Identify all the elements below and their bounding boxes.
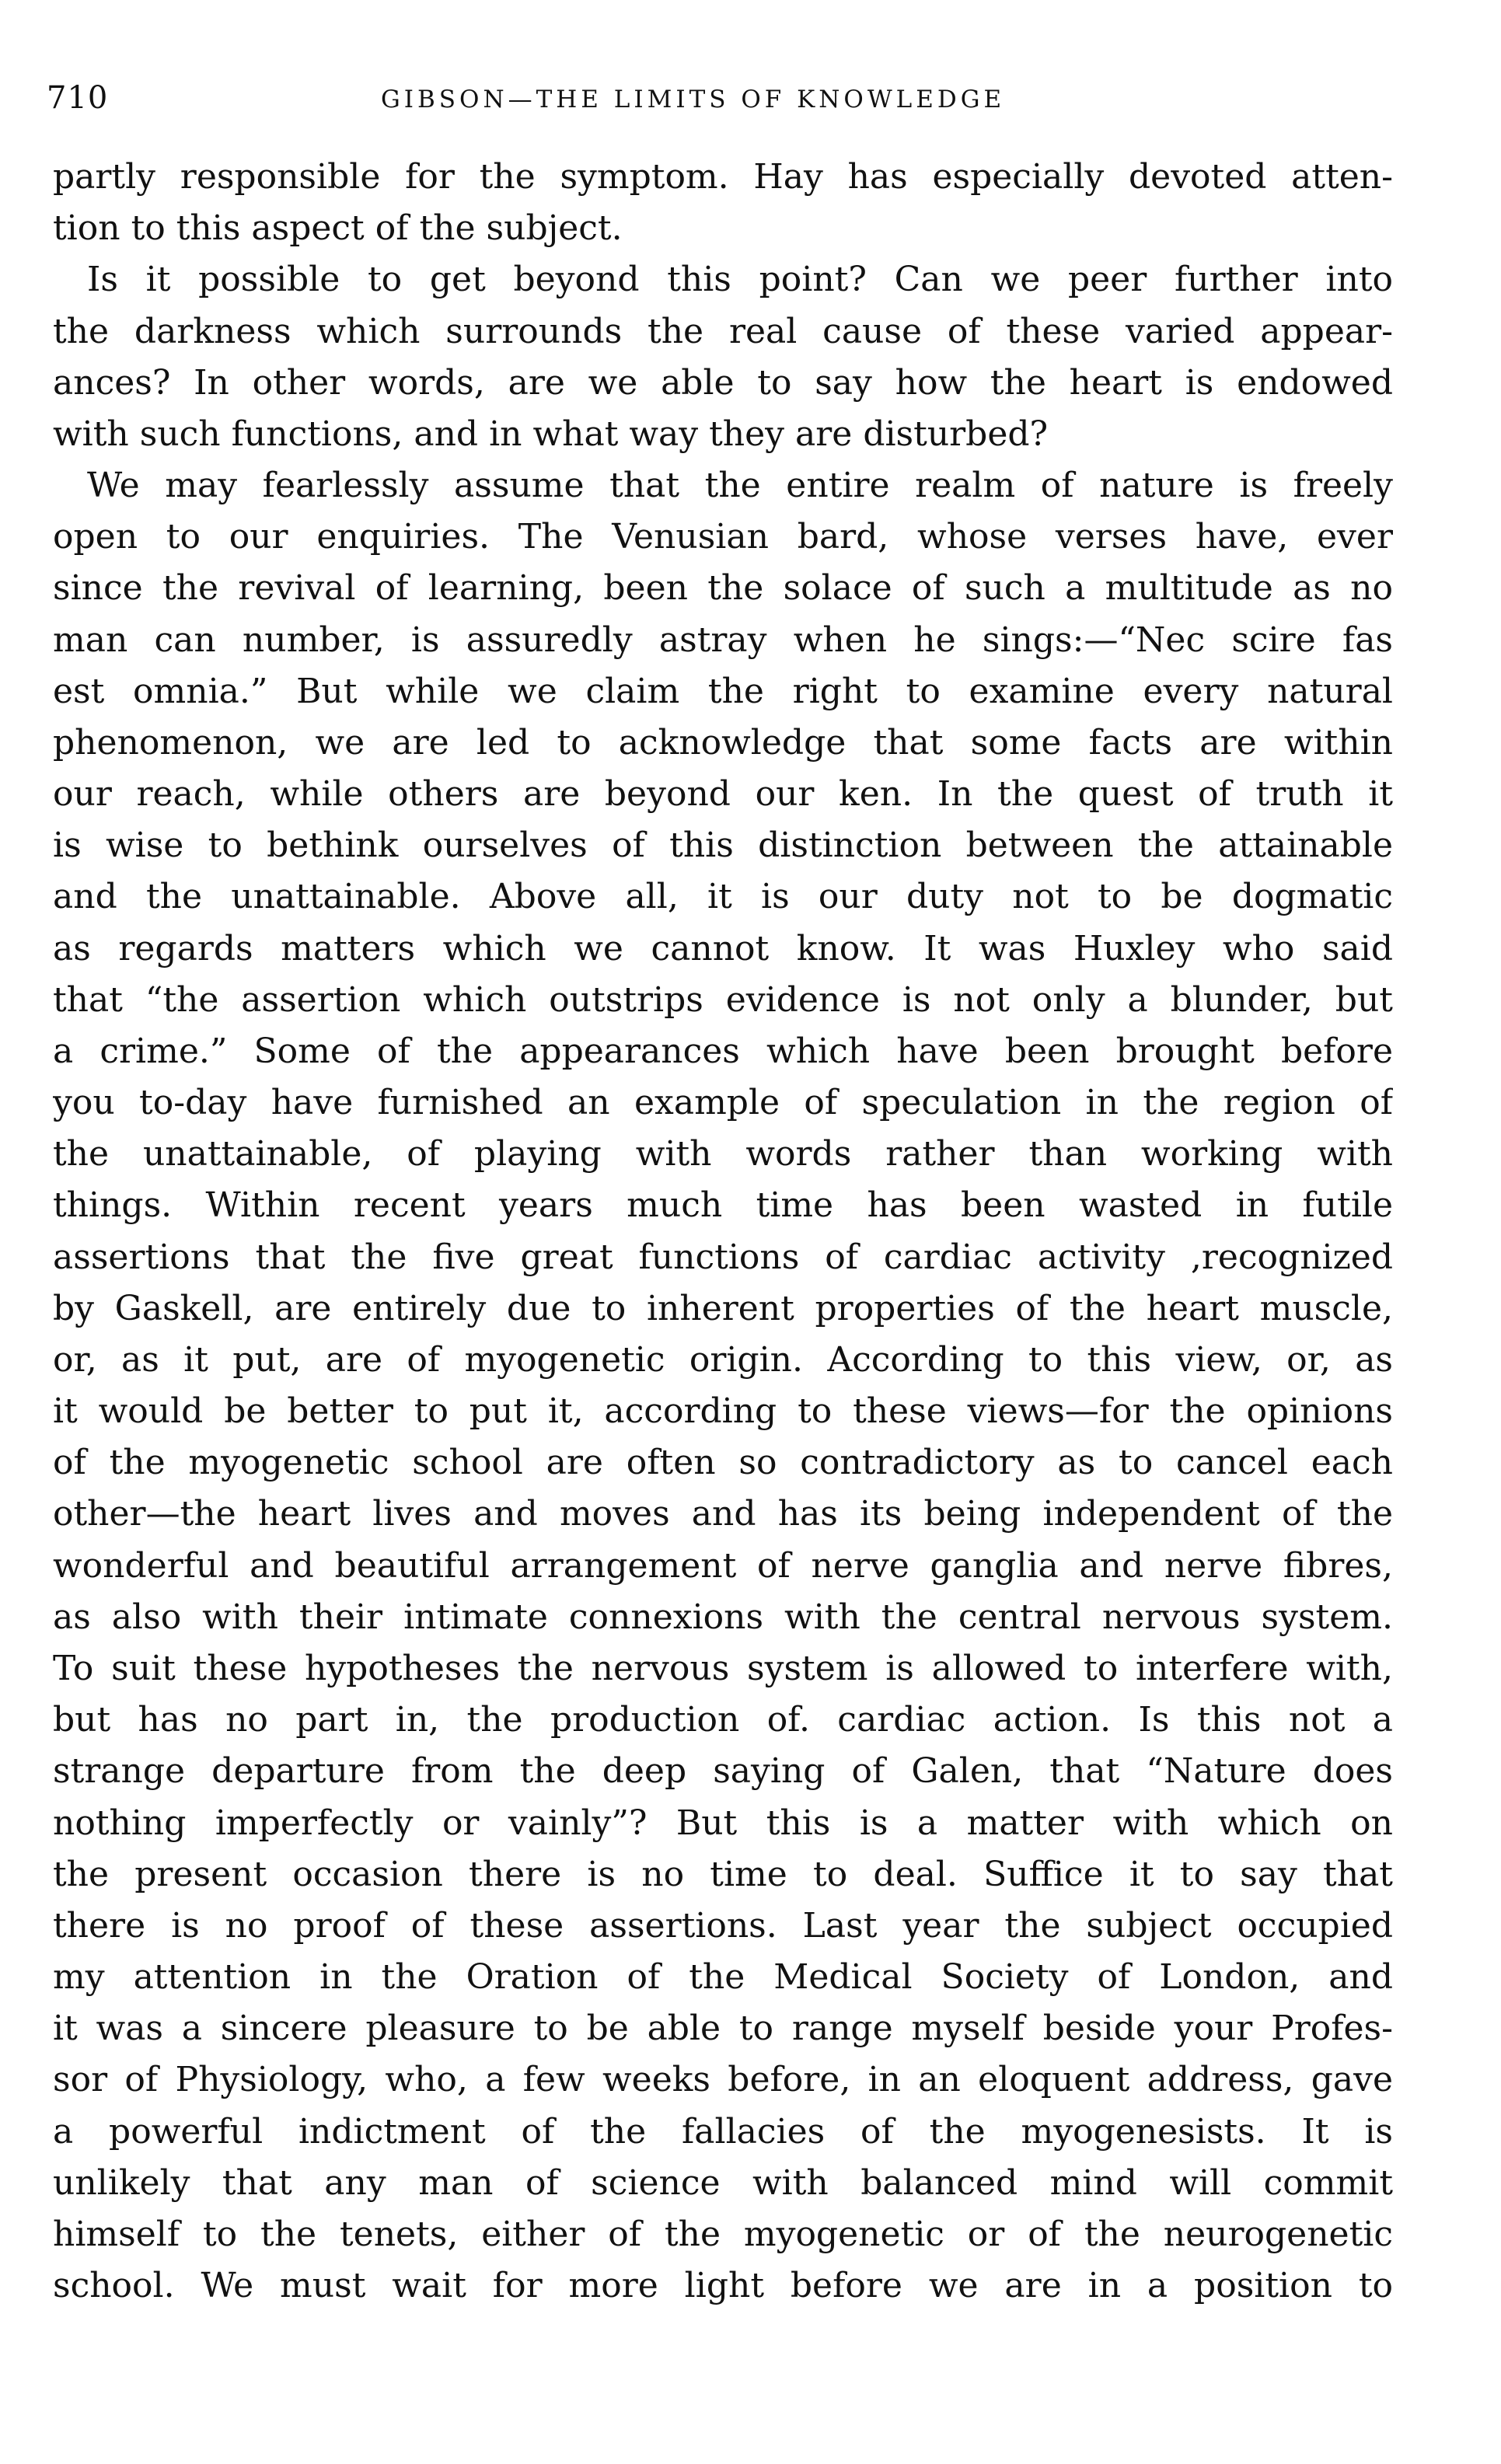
text-line: since the revival of learning, been the solace of such a multitude as no <box>53 568 1393 609</box>
text-line: it would be better to put it, according to these views—for the opinions <box>53 1391 1393 1432</box>
text-line: there is no proof of these assertions. Last year the subject occupied <box>53 1905 1393 1946</box>
text-line: partly responsible for the symptom. Hay has especially devoted atten- <box>53 157 1393 197</box>
text-line: it was a sincere pleasure to be able to range myself beside your Profes- <box>53 2009 1393 2049</box>
text-line: by Gaskell, are entirely due to inherent properties of the heart muscle, <box>53 1288 1393 1328</box>
text-line: tion to this aspect of the subject. <box>53 208 623 249</box>
text-line: nothing imperfectly or vainly”? But this is a matter with which on <box>53 1803 1393 1843</box>
text-line: our reach, while others are beyond our ken. In the quest of truth it <box>53 774 1393 815</box>
text-line: the unattainable, of playing with words rather than working with <box>53 1134 1393 1174</box>
text-line: is wise to bethink ourselves of this distinction between the attainable <box>53 825 1393 866</box>
text-line: unlikely that any man of science with balanced mind will commit <box>53 2162 1393 2203</box>
text-line: but has no part in, the production of. cardiac action. Is this not a <box>53 1700 1393 1740</box>
text-line: with such functions, and in what way they are disturbed? <box>53 414 1049 454</box>
text-line: open to our enquiries. The Venusian bard, whose verses have, ever <box>53 517 1393 557</box>
text-line: himself to the tenets, either of the myogenetic or of the neurogenetic <box>53 2214 1393 2254</box>
text-line: the darkness which surrounds the real cause of these varied appear- <box>53 311 1393 351</box>
text-line: a powerful indictment of the fallacies of the myogenesists. It is <box>53 2111 1393 2152</box>
text-line: Is it possible to get beyond this point? Can we peer further into <box>87 260 1393 300</box>
text-line: you to-day have furnished an example of speculation in the region of <box>53 1083 1393 1123</box>
text-line: man can number, is assuredly astray when he sings:—“Nec scire fas <box>53 619 1393 660</box>
text-line: To suit these hypotheses the nervous system is allowed to interfere with, <box>53 1648 1393 1688</box>
text-line: ances? In other words, are we able to say how the heart is endowed <box>53 362 1393 403</box>
text-line: of the myogenetic school are often so contradictory as to cancel each <box>53 1443 1393 1483</box>
text-line: We may fearlessly assume that the entire realm of nature is freely <box>87 466 1393 506</box>
text-line: things. Within recent years much time has been wasted in futile <box>53 1185 1393 1226</box>
text-line: and the unattainable. Above all, it is our duty not to be dogmatic <box>53 877 1393 917</box>
text-line: other—the heart lives and moves and has its being independent of the <box>53 1494 1393 1534</box>
text-line: my attention in the Oration of the Medical Society of London, and <box>53 1957 1393 1998</box>
running-title: GIBSON—THE LIMITS OF KNOWLEDGE <box>381 86 1006 113</box>
text-line: phenomenon, we are led to acknowledge that some facts are within <box>53 722 1393 763</box>
text-line: as regards matters which we cannot know. It was Huxley who said <box>53 928 1393 968</box>
running-head <box>47 75 1407 121</box>
text-line: that “the assertion which outstrips evidence is not only a blunder, but <box>53 979 1393 1020</box>
text-line: a crime.” Some of the appearances which have been brought before <box>53 1031 1393 1071</box>
text-line: sor of Physiology, who, a few weeks before, in an eloquent address, gave <box>53 2060 1393 2100</box>
text-line: school. We must wait for more light before we are in a position to <box>53 2266 1393 2306</box>
page-number: 710 <box>47 80 109 116</box>
text-line: the present occasion there is no time to deal. Suffice it to say that <box>53 1854 1393 1894</box>
text-line: or, as it put, are of myogenetic origin. According to this view, or, as <box>53 1339 1393 1380</box>
text-line: assertions that the five great functions of cardiac activity ,recognized <box>53 1237 1393 1277</box>
body-text <box>53 152 1393 2312</box>
text-line: est omnia.” But while we claim the right to examine every natural <box>53 671 1393 711</box>
text-line: strange departure from the deep saying of Galen, that “Nature does <box>53 1751 1393 1792</box>
text-line: wonderful and beautiful arrangement of nerve ganglia and nerve fibres, <box>53 1545 1393 1586</box>
text-line: as also with their intimate connexions with the central nervous system. <box>53 1597 1393 1637</box>
